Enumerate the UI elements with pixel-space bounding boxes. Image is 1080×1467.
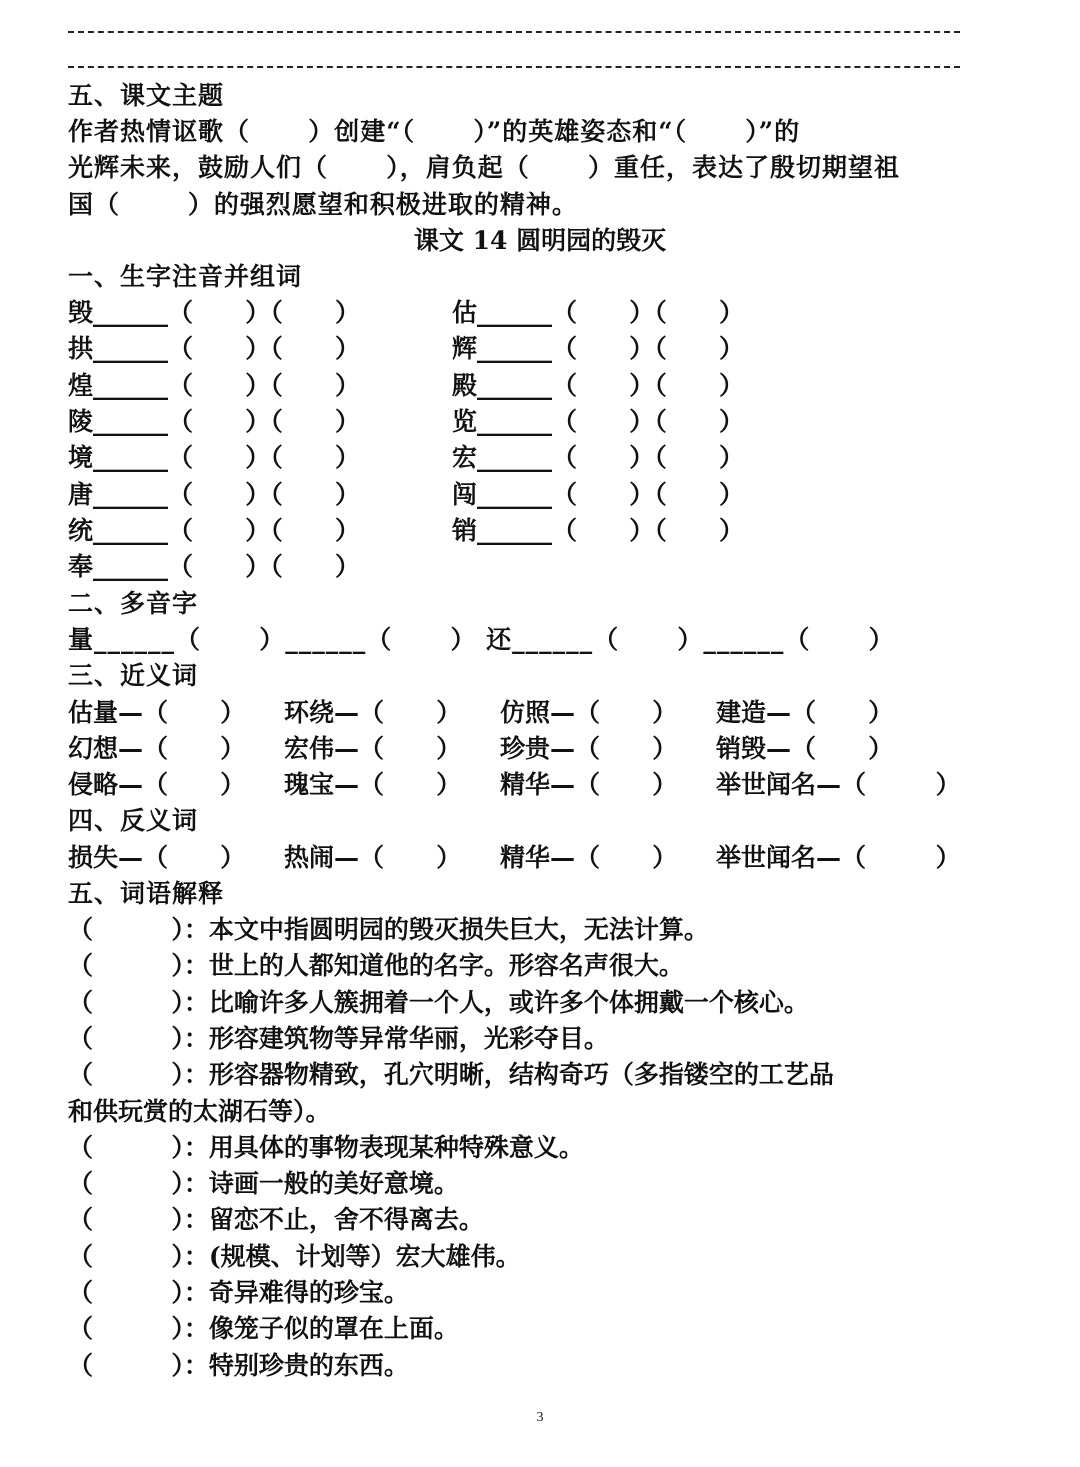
synonym-item: 幻想—（ ）	[68, 734, 246, 763]
char-row-right: 览______（ ）（ ）	[452, 406, 744, 436]
char-row-right: 闯______（ ）（ ）	[452, 479, 744, 509]
antonym-item: 举世闻名—（ ）	[716, 843, 961, 872]
char-row-left: 毁______（ ）（ ）	[68, 298, 360, 327]
char-row-left: 拱______（ ）（ ）	[68, 334, 360, 364]
antonym-item: 精华—（ ）	[500, 843, 678, 872]
definition-item: （ ）：用具体的事物表现某种特殊意义。	[68, 1132, 584, 1162]
char-row-right: 销______（ ）（ ）	[452, 515, 744, 545]
synonym-item: 珍贵—（ ）	[500, 734, 678, 763]
synonym-item: 建造—（ ）	[716, 698, 894, 727]
antonym-item: 热闹—（ ）	[284, 843, 462, 872]
definition-item: （ ）：本文中指圆明园的毁灭损失巨大，无法计算。	[68, 915, 709, 944]
synonym-item: 仿照—（ ）	[500, 698, 678, 727]
char-row-left: 煌______（ ）（ ）	[68, 370, 360, 400]
definition-item: （ ）：形容器物精致，孔穴明晰，结构奇巧（多指镂空的工艺品	[68, 1060, 834, 1090]
definition-item: （ ）：比喻许多人簇拥着一个人，或许多个体拥戴一个核心。	[68, 987, 809, 1017]
char-row-right: 殿______（ ）（ ）	[452, 370, 744, 400]
section-4-heading: 四、反义词	[68, 806, 199, 835]
synonym-item: 精华—（ ）	[500, 770, 678, 799]
lesson-title: 课文 14 圆明园的毁灭	[413, 226, 667, 255]
char-row-left: 陵______（ ）（ ）	[68, 406, 360, 436]
section-3-heading: 三、近义词	[68, 661, 199, 690]
synonym-item: 估量—（ ）	[68, 698, 246, 727]
char-row-left: 境______（ ）（ ）	[68, 443, 360, 473]
synonym-item: 举世闻名—（ ）	[716, 770, 961, 799]
definition-item: （ ）：(规模、计划等）宏大雄伟。	[68, 1241, 521, 1271]
polyphone-line: 量______（ ）______（ ） 还______（ ）______（ ）	[68, 625, 895, 654]
page-number: 3	[536, 1410, 544, 1425]
antonym-item: 损失—（ ）	[68, 843, 246, 872]
definition-item: （ ）：形容建筑物等异常华丽，光彩夺目。	[68, 1023, 609, 1053]
definition-item: （ ）：诗画一般的美好意境。	[68, 1169, 459, 1199]
theme-line-2: 光辉未来，鼓励人们（ ），肩负起（ ）重任，表达了殷切期望祖	[68, 153, 900, 182]
definition-item: （ ）：特别珍贵的东西。	[68, 1350, 409, 1380]
definition-item: 和供玩赏的太湖石等）。	[68, 1096, 331, 1126]
answer-line	[68, 66, 960, 68]
synonym-item: 宏伟—（ ）	[284, 734, 462, 763]
char-row-left: 奉______（ ）（ ）	[68, 552, 360, 582]
char-row-right: 估______（ ）（ ）	[452, 298, 744, 327]
definition-item: （ ）：奇异难得的珍宝。	[68, 1278, 409, 1307]
section-2-heading: 二、多音字	[68, 589, 199, 618]
answer-line	[68, 31, 960, 33]
synonym-item: 环绕—（ ）	[284, 698, 462, 727]
synonym-item: 销毁—（ ）	[716, 734, 894, 763]
synonym-item: 侵略—（ ）	[68, 770, 246, 799]
definition-item: （ ）：像笼子似的罩在上面。	[68, 1314, 459, 1344]
section-5-heading: 五、词语解释	[68, 879, 225, 908]
theme-heading: 五、课文主题	[68, 81, 225, 110]
theme-line-3: 国（ ）的强烈愿望和积极进取的精神。	[68, 190, 578, 219]
char-row-left: 统______（ ）（ ）	[68, 515, 360, 545]
section-1-heading: 一、生字注音并组词	[68, 262, 303, 291]
definition-item: （ ）：世上的人都知道他的名字。形容名声很大。	[68, 951, 684, 981]
synonym-item: 瑰宝—（ ）	[284, 770, 462, 799]
theme-line-1: 作者热情讴歌（ ）创建“（ ）”的英雄姿态和“（ ）”的	[68, 117, 801, 146]
char-row-left: 唐______（ ）（ ）	[68, 479, 360, 509]
char-row-right: 辉______（ ）（ ）	[452, 334, 744, 364]
char-row-right: 宏______（ ）（ ）	[452, 443, 744, 473]
definition-item: （ ）：留恋不止，舍不得离去。	[68, 1205, 484, 1235]
